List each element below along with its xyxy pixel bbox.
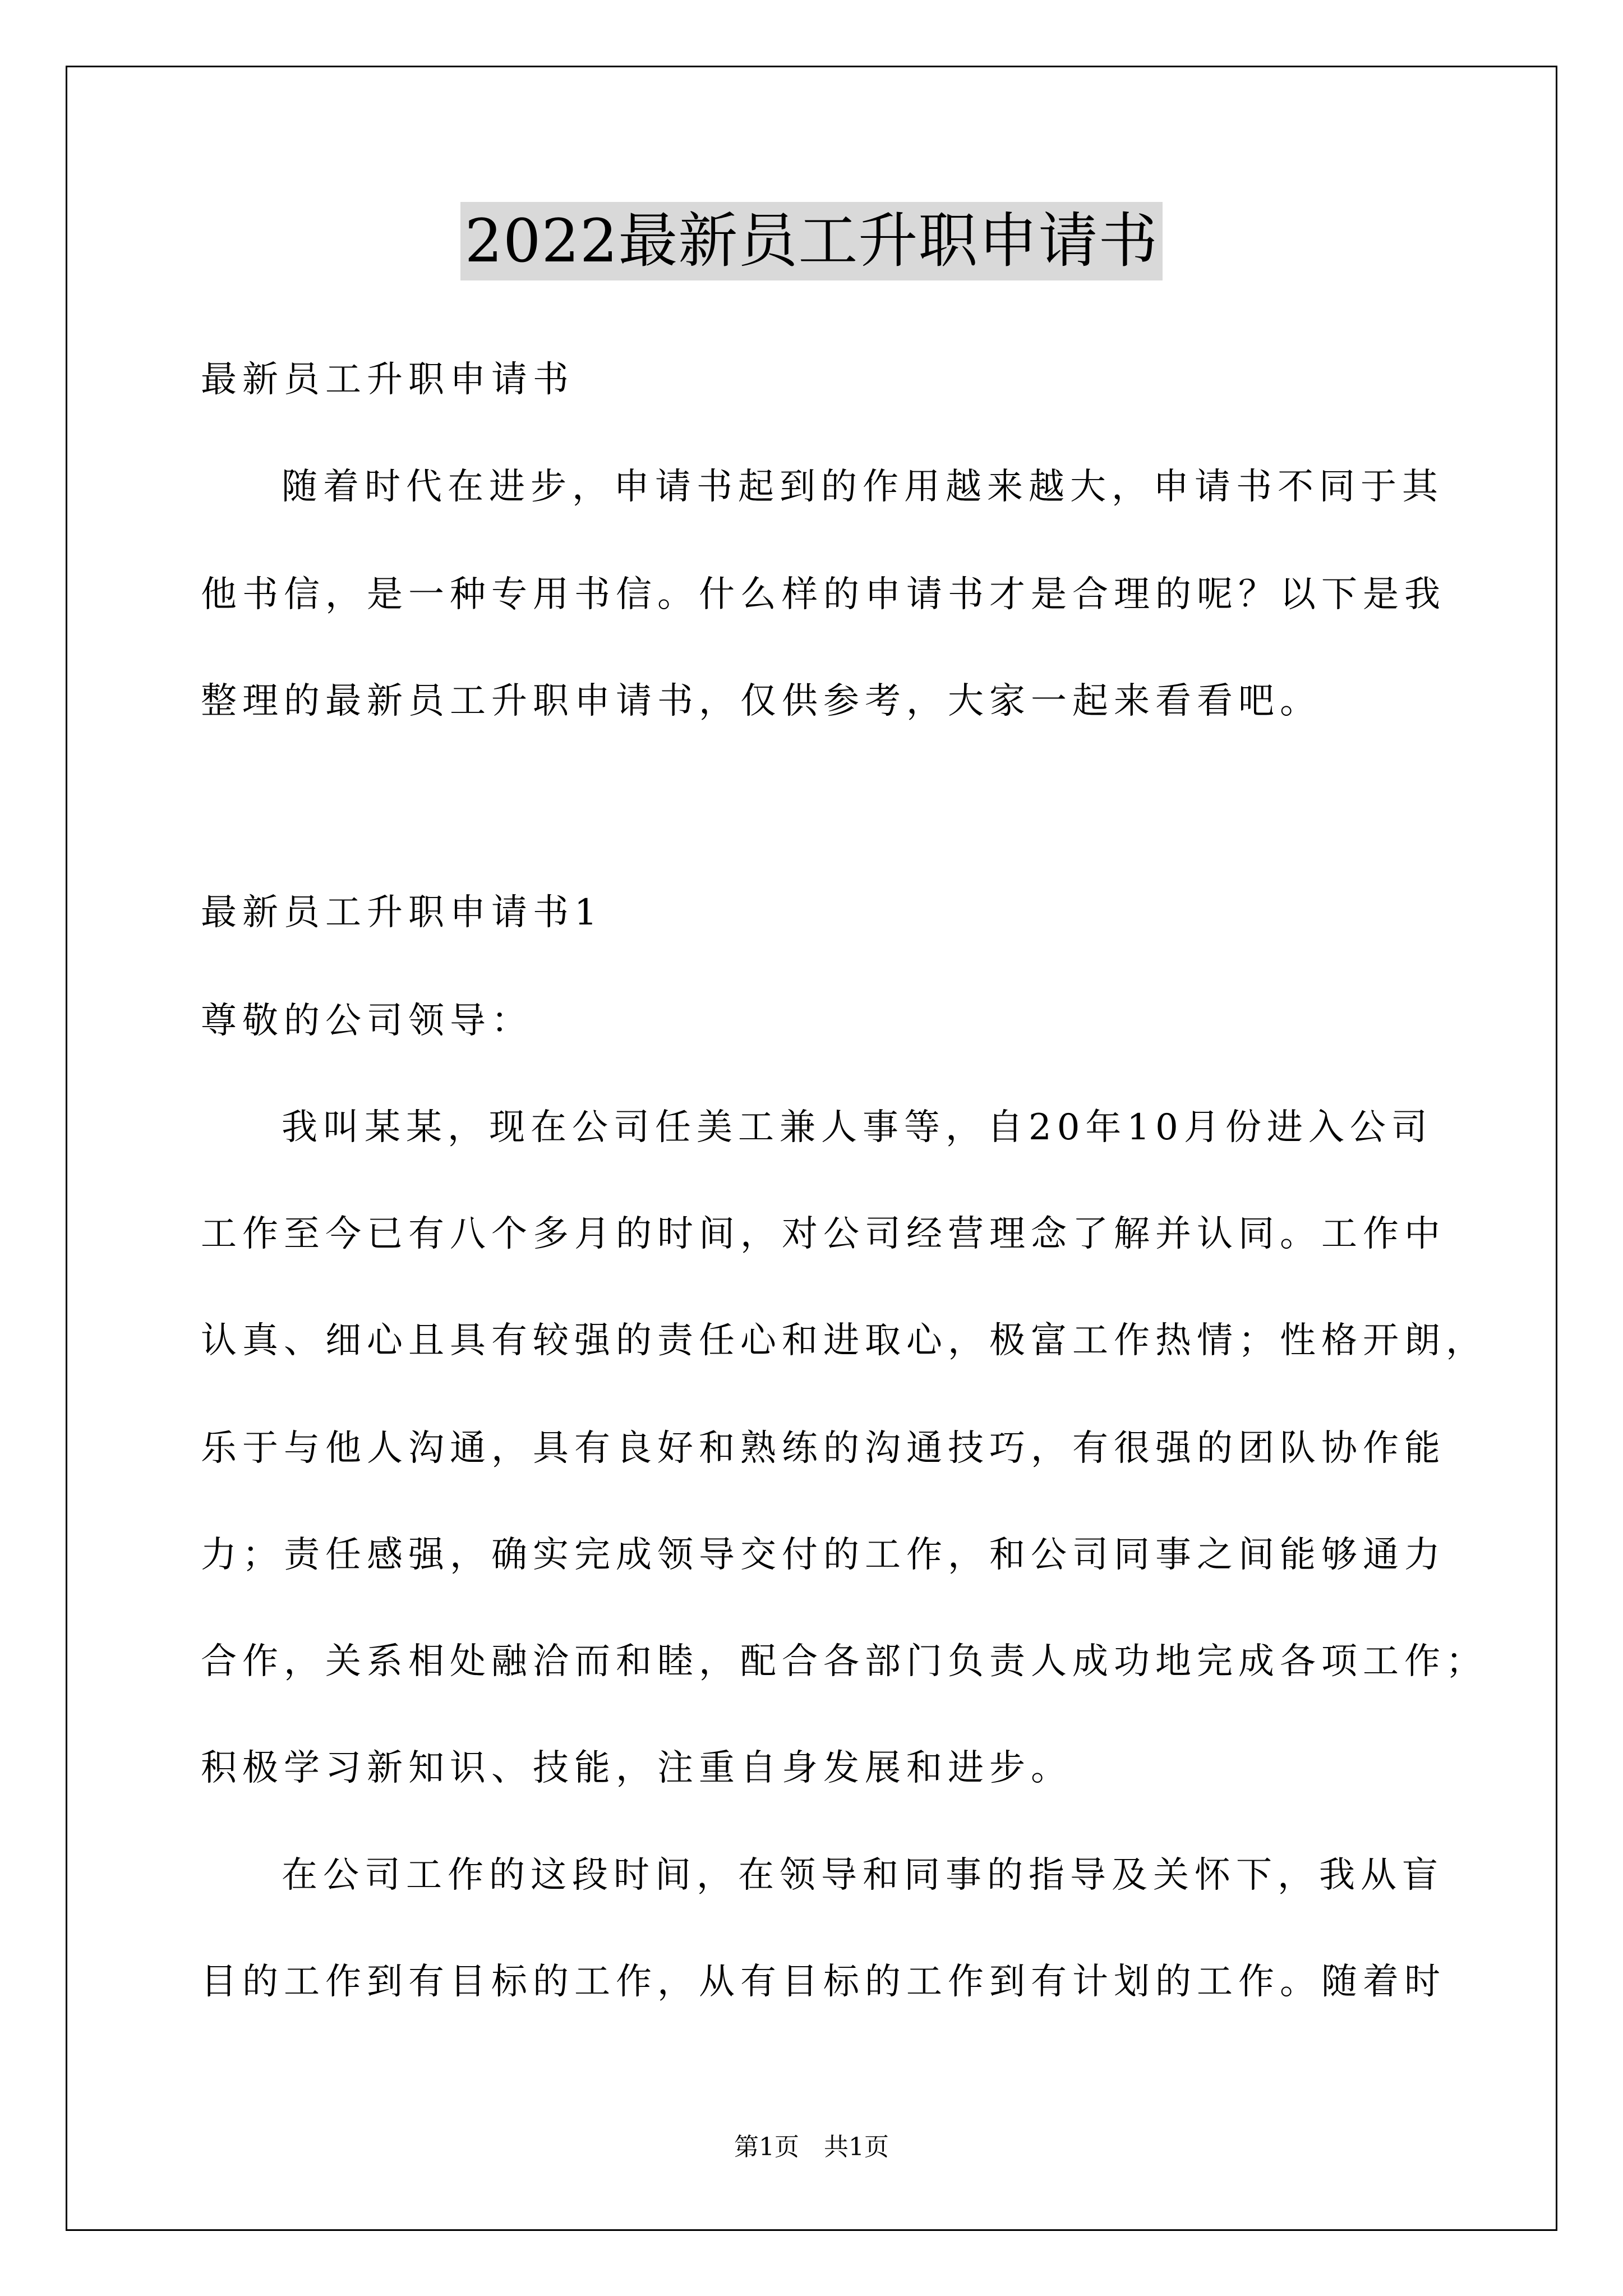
paragraph-line: 认真、细心且具有较强的责任心和进取心，极富工作热情；性格开朗，	[201, 1320, 1487, 1361]
title-container	[0, 202, 1623, 280]
paragraph-line: 在公司工作的这段时间，在领导和同事的指导及关怀下，我从盲	[282, 1855, 1444, 1896]
paragraph-line: 我叫某某，现在公司任美工兼人事等，自20年10月份进入公司	[282, 1107, 1433, 1148]
section-heading: 最新员工升职申请书1	[201, 892, 603, 933]
paragraph-line: 合作，关系相处融洽而和睦，配合各部门负责人成功地完成各项工作；	[201, 1641, 1487, 1682]
intro-line: 他书信，是一种专用书信。什么样的申请书才是合理的呢？以下是我	[201, 574, 1446, 615]
paragraph-line: 乐于与他人沟通，具有良好和熟练的沟通技巧，有很强的团队协作能	[201, 1428, 1446, 1469]
subtitle: 最新员工升职申请书	[201, 359, 574, 401]
paragraph-line: 积极学习新知识、技能，注重自身发展和进步。	[201, 1747, 1072, 1789]
paragraph-line: 工作至今已有八个多月的时间，对公司经营理念了解并认同。工作中	[201, 1213, 1446, 1255]
salutation: 尊敬的公司领导：	[201, 1000, 533, 1042]
document-title: 2022最新员工升职申请书	[460, 202, 1163, 280]
intro-line: 随着时代在进步，申请书起到的作用越来越大，申请书不同于其	[282, 466, 1444, 508]
intro-line: 整理的最新员工升职申请书，仅供参考，大家一起来看看吧。	[201, 680, 1321, 722]
paragraph-line: 力；责任感强，确实完成领导交付的工作，和公司同事之间能够通力	[201, 1534, 1446, 1576]
page-footer: 第1页 共1页	[734, 2133, 889, 2161]
paragraph-line: 目的工作到有目标的工作，从有目标的工作到有计划的工作。随着时	[201, 1961, 1446, 2003]
